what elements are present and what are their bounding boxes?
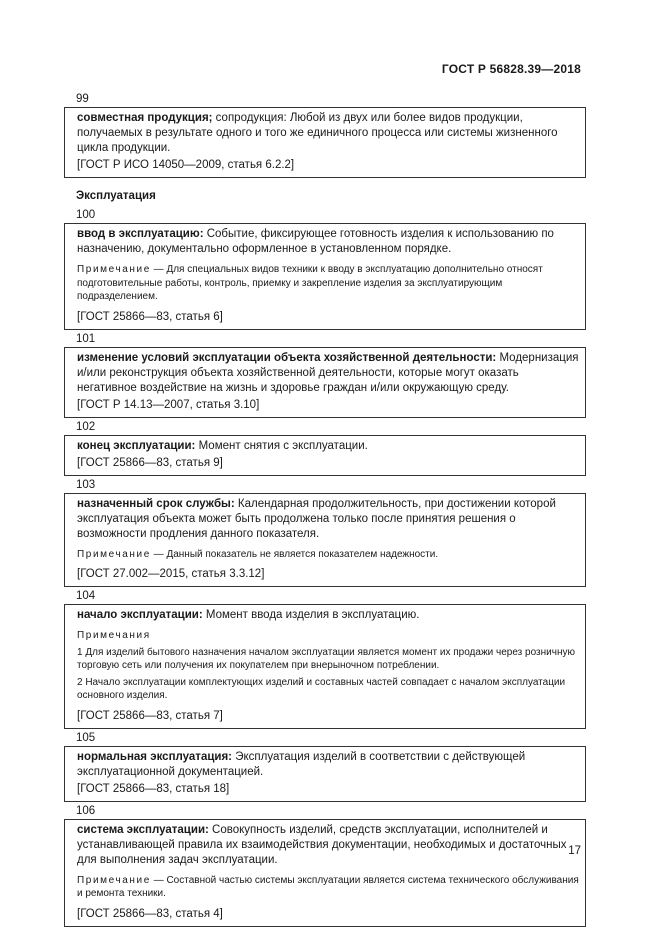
source-reference: [ГОСТ Р ИСО 14050—2009, статья 6.2.2]	[77, 159, 295, 171]
entry-number: 100	[76, 209, 96, 221]
term-entry	[64, 819, 586, 927]
entry-number: 104	[76, 590, 96, 602]
term-entry	[64, 604, 586, 729]
term: система эксплуатации:	[77, 823, 209, 836]
term: конец эксплуатации:	[77, 439, 196, 452]
definition-text: Модернизация и/или реконструкция объекта хозяйственной деятельности, которые могут оказать негативное воздействие на жизнь и здоровье граждан и/или окружающую среду.	[77, 351, 579, 394]
definition-text: Календарная продолжительность, при достижении которой эксплуатация объекта может быть продолжена только после принятия решения о возможности продления данного показателя.	[77, 497, 556, 540]
term-entry	[64, 223, 586, 330]
section-title: Эксплуатация	[76, 190, 156, 202]
term-entry	[64, 435, 586, 476]
entry-number: 101	[76, 332, 96, 345]
note-text: — Составной частью системы эксплуатации является система технического обслуживания и ремонта техники.	[77, 874, 579, 899]
source-reference: [ГОСТ 25866—83, статья 9]	[77, 456, 223, 469]
source-reference: [ГОСТ Р 14.13—2007, статья 3.10]	[77, 398, 260, 411]
definition	[77, 497, 579, 542]
note-heading: Примечание	[77, 874, 151, 886]
term: назначенный срок службы:	[77, 497, 235, 510]
page-body	[64, 92, 586, 929]
source-reference: [ГОСТ 25866—83, статья 18]	[77, 782, 230, 795]
term: ввод в эксплуатацию:	[77, 228, 204, 240]
term-entry	[64, 107, 586, 178]
source-reference: [ГОСТ 25866—83, статья 7]	[77, 709, 223, 722]
note-text: — Для специальных видов техники к вводу в эксплуатацию дополнительно относят подготовительные работы, контроль, приемку и закрепление изделия за эксплуатирующим подразделением.	[77, 264, 543, 302]
definition	[77, 608, 579, 623]
note-item: 1 Для изделий бытового назначения началом эксплуатации является момент их продажи через розничную торговую сеть или получения их покупателем при внерыночном потреблении.	[77, 646, 575, 671]
note	[77, 548, 579, 562]
note-heading: Примечание	[77, 264, 151, 275]
definition	[77, 439, 579, 454]
note-text: — Данный показатель не является показателем надежности.	[150, 548, 439, 560]
note-heading: Примечание	[77, 548, 151, 560]
note	[77, 874, 579, 901]
term-entry	[64, 746, 586, 802]
definition	[77, 111, 579, 156]
term-entry	[64, 493, 586, 588]
definition-text: Событие, фиксирующее готовность изделия к использованию по назначению, документально оформленное в установленном порядке.	[77, 228, 554, 255]
entry-number: 102	[76, 420, 96, 433]
source-reference: [ГОСТ 25866—83, статья 6]	[77, 310, 223, 323]
note	[77, 263, 579, 304]
page-number: 17	[568, 845, 581, 857]
document-header: ГОСТ Р 56828.39—2018	[441, 62, 581, 76]
entry-number: 106	[76, 804, 96, 817]
definition	[77, 750, 579, 780]
entry-number: 99	[76, 93, 89, 105]
term: изменение условий эксплуатации объекта хозяйственной деятельности:	[77, 351, 497, 364]
definition-text: Момент снятия с эксплуатации.	[195, 439, 368, 452]
term: нормальная эксплуатация:	[77, 750, 233, 763]
definition-text: Эксплуатация изделий в соответствии с действующей эксплуатационной документацией.	[77, 750, 526, 778]
definition-text: сопродукция: Любой из двух или более видов продукции, получаемых в результате одного и того же единичного процесса или системы жизненного цикла продукции.	[77, 112, 558, 154]
definition-text: Совокупность изделий, средств эксплуатации, исполнителей и устанавливающей правила их взаимодействия документации, необходимых и достаточных для выполнения задач эксплуатации.	[77, 823, 567, 866]
definition	[77, 351, 579, 396]
term-entry	[64, 347, 586, 418]
note-item: 2 Начало эксплуатации комплектующих изделий и составных частей совпадает с началом эксплуатации основного изделия.	[77, 676, 566, 701]
term: совместная продукция;	[77, 112, 213, 124]
term: начало эксплуатации:	[77, 609, 203, 621]
definition-text: Момент ввода изделия в эксплуатацию.	[202, 609, 420, 621]
definition	[77, 227, 579, 257]
note-heading: Примечания	[77, 630, 151, 641]
entry-number: 105	[76, 731, 96, 744]
source-reference: [ГОСТ 25866—83, статья 4]	[77, 907, 223, 920]
entry-number: 103	[76, 478, 96, 491]
source-reference: [ГОСТ 27.002—2015, статья 3.3.12]	[77, 568, 265, 580]
definition	[77, 823, 579, 868]
